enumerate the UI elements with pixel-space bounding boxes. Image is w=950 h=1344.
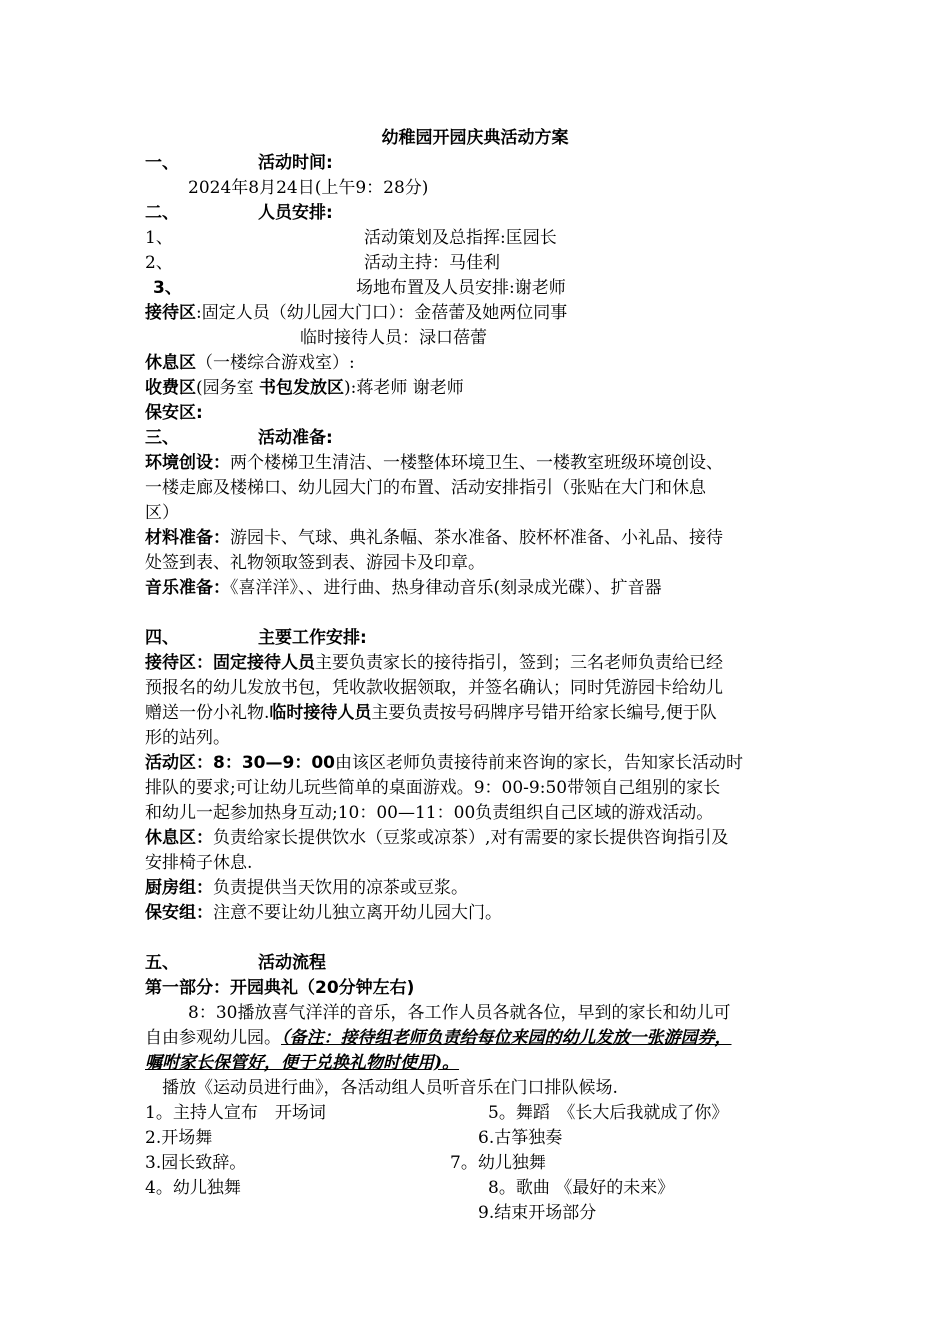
security-text: 注意不要让幼儿独立离开幼儿园大门。 xyxy=(213,903,502,923)
activity-area-label: 活动区：8：30—9：00 xyxy=(145,753,335,773)
rest-work-line-1 xyxy=(145,826,728,850)
staff-item-text: 活动策划及总指挥:匡园长 xyxy=(364,228,557,248)
staff-item-text: 活动主持：马佳利 xyxy=(364,253,500,273)
env-line-3: 区） xyxy=(145,503,179,523)
fixed-staff-label: 固定接待人员 xyxy=(213,653,315,673)
program-item: 2.开场舞 xyxy=(145,1128,213,1148)
part-1-heading: 第一部分：开园典礼（20分钟左右) xyxy=(145,978,415,998)
rest-work-text: 负责给家长提供饮水（豆浆或凉茶）,对有需要的家长提供咨询指引及 xyxy=(213,828,729,848)
kitchen-label: 厨房组： xyxy=(145,878,213,898)
reception-area-line xyxy=(145,301,567,325)
materials-text: 游园卡、气球、典礼条幅、茶水准备、胶杯杯准备、小礼品、接待 xyxy=(230,528,723,548)
activity-time: 2024年8月24日(上午9：28分) xyxy=(188,178,429,198)
reception-area-label: 接待区 xyxy=(145,303,196,323)
kitchen-line xyxy=(145,876,468,900)
reception-work-line-3 xyxy=(145,701,717,725)
program-item: 1。主持人宣布 开场词 xyxy=(145,1103,326,1123)
program-item: 3.园长致辞。 xyxy=(145,1153,247,1173)
part-1-note: （备注：接待组老师负责给每位来园的幼儿发放一张游园券， xyxy=(281,1028,732,1048)
program-item: 9.结束开场部分 xyxy=(478,1203,597,1223)
env-label: 环境创设： xyxy=(145,453,230,473)
env-line-2: 一楼走廊及楼梯口、幼儿园大门的布置、活动安排指引（张贴在大门和休息 xyxy=(145,478,706,498)
materials-line-1 xyxy=(145,526,723,550)
program-item: 6.古筝独奏 xyxy=(478,1128,563,1148)
reception-work-line-2: 预报名的幼儿发放书包，凭收款收据领取，并签名确认；同时凭游园卡给幼儿 xyxy=(145,678,723,698)
part-1-line-2 xyxy=(145,1026,732,1050)
security-area-label: 保安区: xyxy=(145,403,203,423)
staff-item-text: 场地布置及人员安排:谢老师 xyxy=(356,278,566,298)
part-1-note-line-2: 嘱咐家长保管好，便于兑换礼物时使用)。 xyxy=(145,1053,460,1073)
section-1-number: 一、 xyxy=(145,153,179,173)
music-text: 《喜洋洋》、、进行曲、热身律动音乐(刻录成光碟）、扩音器 xyxy=(230,578,662,598)
program-item: 8。歌曲 《最好的未来》 xyxy=(488,1178,675,1198)
reception-work-text: 主要负责家长的接待指引，签到；三名老师负责给已经 xyxy=(315,653,723,673)
temp-staff-label: 临时接待人员 xyxy=(269,703,372,723)
env-line-1 xyxy=(145,451,723,475)
fee-area-label: 收费区 xyxy=(145,378,196,398)
section-5-heading: 活动流程 xyxy=(258,953,326,973)
activity-area-line-3: 和幼儿一起参加热身互动;10：00—11：00负责组织自己区域的游戏活动。 xyxy=(145,803,714,823)
program-item: 4。幼儿独舞 xyxy=(145,1178,241,1198)
staff-item-number: 3、 xyxy=(153,278,182,298)
music-line xyxy=(145,576,662,600)
program-item: 7。幼儿独舞 xyxy=(450,1153,546,1173)
rest-area-label: 休息区 xyxy=(145,353,196,373)
activity-area-line-1 xyxy=(145,751,743,775)
bag-distribution-label: 书包发放区 xyxy=(259,378,345,398)
program-item: 5。舞蹈 《长大后我就成了你》 xyxy=(488,1103,729,1123)
section-2-number: 二、 xyxy=(145,203,179,223)
section-4-heading: 主要工作安排: xyxy=(258,628,367,648)
document-title: 幼稚园开园庆典活动方案 xyxy=(381,128,569,148)
music-label: 音乐准备： xyxy=(145,578,230,598)
part-1-line-3: 播放《运动员进行曲》，各活动组人员听音乐在门口排队候场. xyxy=(162,1078,618,1098)
kitchen-text: 负责提供当天饮用的凉茶或豆浆。 xyxy=(213,878,468,898)
rest-area-text: （一楼综合游戏室）: xyxy=(196,353,355,373)
part-1-text: 自由参观幼儿园。 xyxy=(145,1028,281,1048)
rest-work-line-2: 安排椅子休息. xyxy=(145,853,253,873)
materials-line-2: 处签到表、礼物领取签到表、游园卡及印章。 xyxy=(145,553,485,573)
staff-item-number: 1、 xyxy=(145,228,173,248)
section-3-number: 三、 xyxy=(145,428,179,448)
section-2-heading: 人员安排: xyxy=(258,203,333,223)
rest-work-label: 休息区： xyxy=(145,828,213,848)
fee-area-line xyxy=(145,376,464,400)
security-label: 保安组： xyxy=(145,903,213,923)
reception-temp-staff: 临时接待人员：渌口蓓蕾 xyxy=(300,328,487,348)
fee-area-paren: (园务室 xyxy=(196,378,260,398)
fee-area-text: ):蒋老师 谢老师 xyxy=(344,378,464,398)
reception-work-text: 赠送一份小礼物. xyxy=(145,703,270,723)
reception-work-line-1 xyxy=(145,651,723,675)
rest-area-line xyxy=(145,351,355,375)
section-1-heading: 活动时间: xyxy=(258,153,333,173)
section-4-number: 四、 xyxy=(145,628,179,648)
security-line xyxy=(145,901,502,925)
reception-work-label: 接待区： xyxy=(145,653,213,673)
activity-area-text: 由该区老师负责接待前来咨询的家长，告知家长活动时 xyxy=(334,753,743,773)
section-5-number: 五、 xyxy=(145,953,179,973)
reception-work-text: 主要负责按号码牌序号错开给家长编号,便于队 xyxy=(371,703,717,723)
section-3-heading: 活动准备: xyxy=(258,428,333,448)
materials-label: 材料准备： xyxy=(145,528,230,548)
activity-area-line-2: 排队的要求;可让幼儿玩些简单的桌面游戏。9：00-9:50带领自己组别的家长 xyxy=(145,778,721,798)
reception-work-line-4: 形的站列。 xyxy=(145,728,230,748)
reception-fixed-staff: :固定人员（幼儿园大门口）：金蓓蕾及她两位同事 xyxy=(196,303,568,323)
env-text: 两个楼梯卫生清洁、一楼整体环境卫生、一楼教室班级环境创设、 xyxy=(230,453,723,473)
part-1-line-1: 8：30播放喜气洋洋的音乐，各工作人员各就各位，早到的家长和幼儿可 xyxy=(188,1003,731,1023)
staff-item-number: 2、 xyxy=(145,253,173,273)
